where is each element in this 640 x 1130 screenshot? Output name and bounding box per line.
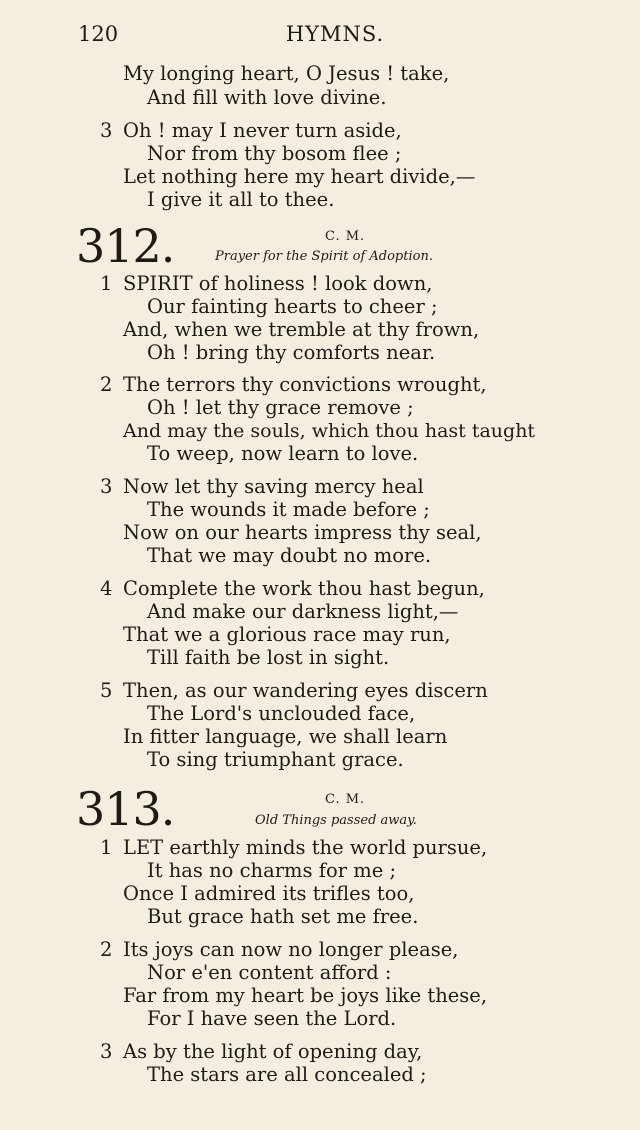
verse-line: Till faith be lost in sight. [147, 646, 390, 669]
stanza-number: 3 [100, 119, 113, 142]
stanza-number: 2 [100, 373, 113, 396]
verse-line: To weep, now learn to love. [147, 442, 419, 465]
verse-line: Far from my heart be joys like these, [123, 984, 488, 1007]
stanza-number: 2 [100, 938, 113, 961]
verse-line: Its joys can now no longer please, [123, 938, 459, 961]
hymn-number: 313. [76, 782, 175, 836]
verse-line: To sing triumphant grace. [147, 748, 404, 771]
verse-line: Oh ! bring thy comforts near. [147, 341, 436, 364]
verse-line: Now let thy saving mercy heal [123, 475, 424, 498]
verse-line: The stars are all concealed ; [147, 1063, 427, 1086]
hymn-subtitle: Prayer for the Spirit of Adoption. [215, 249, 433, 264]
hymn-number: 312. [76, 219, 175, 273]
verse-line: It has no charms for me ; [147, 859, 397, 882]
verse-line: The Lord's unclouded face, [147, 702, 416, 725]
verse-line: Nor e'en content afford : [147, 961, 392, 984]
stanza-number: 5 [100, 679, 113, 702]
stanza-number: 1 [100, 272, 113, 295]
stanza-number: 3 [100, 1040, 113, 1063]
verse-line: That we may doubt no more. [147, 544, 432, 567]
verse-line: Let nothing here my heart divide,— [123, 165, 476, 188]
verse-line: That we a glorious race may run, [123, 623, 451, 646]
stanza-number: 3 [100, 475, 113, 498]
verse-line: Oh ! let thy grace remove ; [147, 396, 414, 419]
verse-line: But grace hath set me free. [147, 905, 419, 928]
verse-line: And may the souls, which thou hast taught [123, 420, 536, 442]
verse-line: And make our darkness light,— [147, 600, 459, 623]
verse-line: The wounds it made before ; [147, 498, 430, 521]
verse-line: Complete the work thou hast begun, [123, 577, 485, 600]
stanza-number: 1 [100, 836, 113, 859]
page-title: HYMNS. [285, 22, 385, 46]
hymn-meter: C. M. [325, 229, 366, 244]
verse-line: Then, as our wandering eyes discern [123, 679, 488, 702]
verse-line: In fitter language, we shall learn [123, 725, 448, 748]
verse-line: LET earthly minds the world pursue, [123, 836, 488, 859]
verse-line: For I have seen the Lord. [147, 1007, 397, 1030]
verse-line: Once I admired its trifles too, [123, 882, 415, 905]
verse-line: I give it all to thee. [147, 188, 335, 211]
verse-line: My longing heart, O Jesus ! take, [123, 62, 450, 85]
verse-line: Oh ! may I never turn aside, [123, 119, 402, 142]
stanza-number: 4 [100, 577, 113, 600]
verse-line: Now on our hearts impress thy seal, [123, 521, 482, 544]
verse-line: And fill with love divine. [147, 86, 387, 109]
verse-line: The terrors thy convictions wrought, [123, 373, 487, 396]
verse-line: Our fainting hearts to cheer ; [147, 295, 438, 318]
verse-line: SPIRIT of holiness ! look down, [123, 272, 433, 295]
hymn-meter: C. M. [325, 792, 366, 807]
page-number: 120 [78, 22, 119, 46]
verse-line: And, when we tremble at thy frown, [123, 318, 480, 341]
verse-line: As by the light of opening day, [123, 1040, 423, 1063]
verse-line: Nor from thy bosom flee ; [147, 142, 402, 165]
hymn-subtitle: Old Things passed away. [255, 813, 417, 828]
